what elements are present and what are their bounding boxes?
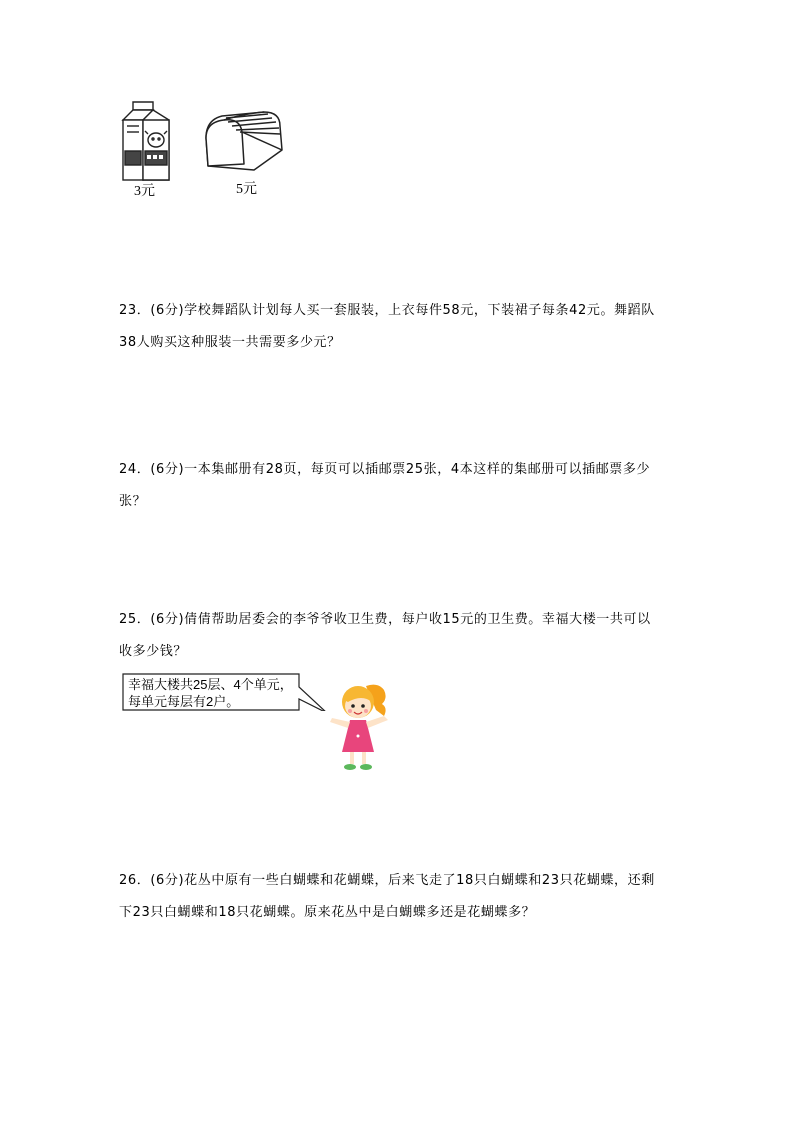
question-line: 下23只白蝴蝶和18只花蝴蝶。原来花丛中是白蝴蝶多还是花蝴蝶多？ xyxy=(119,905,536,920)
girl-cartoon-icon xyxy=(326,680,394,774)
question-26 xyxy=(119,865,689,929)
milk-carton-icon xyxy=(119,96,175,182)
question-line: 24．(6分)一本集邮册有28页，每页可以插邮票25张，4本这样的集邮册可以插邮票多少 xyxy=(119,462,651,477)
callout-text xyxy=(128,676,293,710)
question-line: 23．(6分)学校舞蹈队计划每人买一套服装，上衣每件58元，下装裙子每条42元。舞蹈队 xyxy=(119,303,655,318)
milk-price: 3元 xyxy=(134,184,155,199)
question-line: 收多少钱？ xyxy=(119,644,188,659)
question-25 xyxy=(119,604,689,668)
question-line: 张？ xyxy=(119,494,147,509)
question-23 xyxy=(119,295,689,359)
bread-loaf-icon xyxy=(202,108,286,174)
bread-price: 5元 xyxy=(236,182,257,197)
callout-line: 每单元每层有2户。 xyxy=(128,694,240,709)
question-line: 25．(6分)倩倩帮助居委会的李爷爷收卫生费，每户收15元的卫生费。幸福大楼一共可以 xyxy=(119,612,651,627)
question-24 xyxy=(119,454,689,518)
callout-line: 幸福大楼共25层、4个单元， xyxy=(128,677,293,692)
question-line: 38人购买这种服装一共需要多少元？ xyxy=(119,335,341,350)
question-line: 26．(6分)花丛中原有一些白蝴蝶和花蝴蝶，后来飞走了18只白蝴蝶和23只花蝴蝶，还剩 xyxy=(119,873,655,888)
